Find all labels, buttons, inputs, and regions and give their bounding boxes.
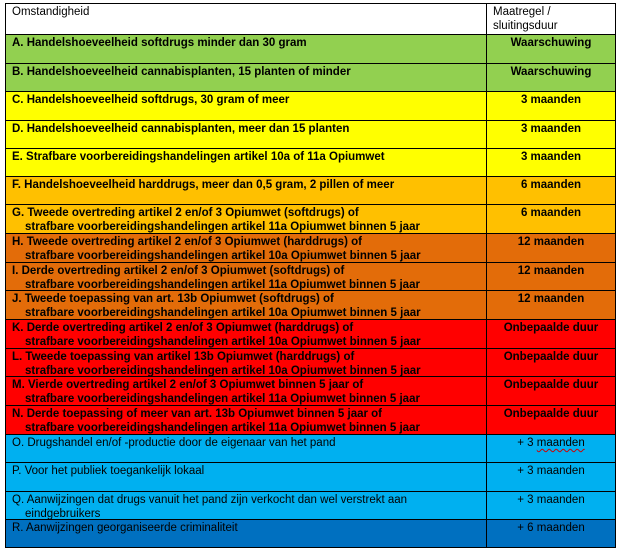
circumstance-text: F. Handelshoeveelheid harddrugs, meer dan 0,5 gram, 2 pillen of meer — [12, 179, 395, 191]
header-measure — [487, 4, 615, 34]
measure-cell — [487, 377, 615, 405]
table-row — [6, 92, 615, 121]
circumstance-cell — [6, 406, 487, 434]
measure-text: 12 maanden — [517, 265, 585, 277]
circumstance-text-continued: eindgebruikers — [25, 507, 101, 520]
measure-cell — [487, 520, 615, 547]
table-row — [6, 205, 615, 234]
header-circumstance — [6, 4, 487, 34]
circumstance-text-continued: strafbare voorbereidingshandelingen artikel 10a Opiumwet binnen 5 jaar — [25, 335, 421, 348]
circumstance-text: M. Vierde overtreding artikel 2 en/of 3 Opiumwet binnen 5 jaar of — [12, 379, 364, 391]
measure-cell — [487, 205, 615, 233]
circumstance-text: O. Drugshandel en/of -productie door de eigenaar van het pand — [12, 437, 336, 449]
circumstance-text: C. Handelshoeveelheid softdrugs, 30 gram of meer — [12, 94, 290, 106]
table-header-row — [6, 4, 615, 35]
circumstance-cell — [6, 349, 487, 376]
measure-text: 3 maanden — [520, 94, 582, 106]
circumstance-cell — [6, 92, 487, 120]
table-row — [6, 263, 615, 291]
measure-cell — [487, 177, 615, 204]
measure-cell — [487, 320, 615, 348]
measure-text: Waarschuwing — [510, 37, 592, 49]
table-row — [6, 121, 615, 149]
measure-cell — [487, 149, 615, 176]
measure-cell — [487, 35, 615, 63]
circumstance-cell — [6, 35, 487, 63]
table-row — [6, 177, 615, 205]
measure-cell — [487, 92, 615, 120]
measure-text: 3 maanden — [520, 151, 582, 163]
measure-text: Onbepaalde duur — [503, 379, 599, 391]
table-row — [6, 406, 615, 435]
measure-text: 6 maanden — [520, 207, 582, 219]
circumstance-text-continued: strafbare voorbereidingshandelingen artikel 10a Opiumwet binnen 5 jaar — [25, 364, 421, 377]
measure-cell — [487, 492, 615, 519]
measure-text: 12 maanden — [517, 236, 585, 248]
table-row — [6, 520, 615, 547]
table-row — [6, 435, 615, 463]
circumstance-text: N. Derde toepassing of meer van art. 13b Opiumwet binnen 5 jaar of — [12, 408, 383, 420]
measure-text: 3 maanden — [520, 123, 582, 135]
table-row — [6, 320, 615, 349]
spellcheck-underline: maanden — [536, 437, 585, 449]
table-body — [6, 35, 615, 547]
measure-text: + 6 maanden — [517, 522, 585, 534]
table-row — [6, 492, 615, 520]
table-row — [6, 149, 615, 177]
circumstance-cell — [6, 463, 487, 491]
measure-text: Onbepaalde duur — [503, 408, 599, 420]
measure-text: Onbepaalde duur — [503, 322, 599, 334]
circumstance-text: P. Voor het publiek toegankelijk lokaal — [12, 465, 205, 477]
measure-text: 12 maanden — [517, 293, 585, 305]
circumstance-cell — [6, 320, 487, 348]
measure-text: 6 maanden — [520, 179, 582, 191]
circumstance-cell — [6, 291, 487, 319]
circumstance-text: B. Handelshoeveelheid cannabisplanten, 15 planten of minder — [12, 66, 351, 78]
measure-cell — [487, 121, 615, 148]
circumstance-cell — [6, 121, 487, 148]
circumstance-cell — [6, 492, 487, 519]
circumstance-text: I. Derde overtreding artikel 2 en/of 3 Opiumwet (softdrugs) of — [12, 265, 345, 277]
table-row — [6, 64, 615, 92]
header-measure-label-2: sluitingsduur — [493, 19, 558, 32]
table-row — [6, 349, 615, 377]
table-row — [6, 377, 615, 406]
circumstance-cell — [6, 149, 487, 176]
circumstance-text-continued: strafbare voorbereidingshandelingen artikel 11a Opiumwet binnen 5 jaar — [25, 278, 420, 291]
circumstance-cell — [6, 234, 487, 262]
circumstance-text: D. Handelshoeveelheid cannabisplanten, meer dan 15 planten — [12, 123, 350, 135]
table-row — [6, 35, 615, 64]
table-row — [6, 463, 615, 492]
measure-text: Onbepaalde duur — [503, 351, 599, 363]
circumstance-text-continued: strafbare voorbereidingshandelingen artikel 10a Opiumwet binnen 5 jaar — [25, 249, 421, 262]
circumstance-cell — [6, 205, 487, 233]
circumstance-text-continued: strafbare voorbereidingshandelingen artikel 11a Opiumwet binnen 5 jaar — [25, 392, 420, 405]
circumstance-text-continued: strafbare voorbereidingshandelingen artikel 11a Opiumwet binnen 5 jaar — [25, 220, 420, 233]
circumstance-cell — [6, 435, 487, 462]
measure-cell — [487, 64, 615, 91]
circumstance-text: K. Derde overtreding artikel 2 en/of 3 Opiumwet (harddrugs) of — [12, 322, 354, 334]
circumstance-text: R. Aanwijzingen georganiseerde criminaliteit — [12, 522, 238, 534]
header-circumstance-label: Omstandigheid — [12, 6, 90, 18]
circumstance-cell — [6, 520, 487, 547]
circumstance-text-continued: strafbare voorbereidingshandelingen artikel 11a Opiumwet binnen 5 jaar — [25, 421, 420, 434]
measure-text: Waarschuwing — [510, 66, 592, 78]
measure-cell — [487, 234, 615, 262]
circumstance-cell — [6, 177, 487, 204]
circumstance-text-continued: strafbare voorbereidingshandelingen artikel 10a Opiumwet binnen 5 jaar — [25, 306, 421, 319]
measure-cell — [487, 435, 615, 462]
circumstance-cell — [6, 263, 487, 290]
measure-cell — [487, 263, 615, 290]
table-row — [6, 234, 615, 263]
measure-text: + 3 maanden — [517, 465, 585, 477]
circumstance-text: H. Tweede overtreding artikel 2 en/of 3 Opiumwet (harddrugs) of — [12, 236, 362, 248]
table-row — [6, 291, 615, 320]
measure-cell — [487, 406, 615, 434]
circumstance-cell — [6, 64, 487, 91]
circumstance-cell — [6, 377, 487, 405]
measure-cell — [487, 349, 615, 376]
circumstance-text: J. Tweede toepassing van art. 13b Opiumwet (softdrugs) of — [12, 293, 334, 305]
circumstance-text: A. Handelshoeveelheid softdrugs minder dan 30 gram — [12, 37, 307, 49]
measure-text: + 3 maanden — [517, 494, 585, 506]
header-measure-label-1: Maatregel / — [493, 6, 551, 18]
circumstance-text: L. Tweede toepassing van artikel 13b Opiumwet (harddrugs) of — [12, 351, 355, 363]
closure-measures-table — [5, 3, 616, 548]
measure-cell — [487, 291, 615, 319]
circumstance-text: E. Strafbare voorbereidingshandelingen artikel 10a of 11a Opiumwet — [12, 151, 385, 163]
circumstance-text: G. Tweede overtreding artikel 2 en/of 3 Opiumwet (softdrugs) of — [12, 207, 359, 219]
circumstance-text: Q. Aanwijzingen dat drugs vanuit het pand zijn verkocht dan wel verstrekt aan — [12, 494, 408, 506]
measure-text: + 3 maanden — [517, 437, 585, 449]
measure-cell — [487, 463, 615, 491]
